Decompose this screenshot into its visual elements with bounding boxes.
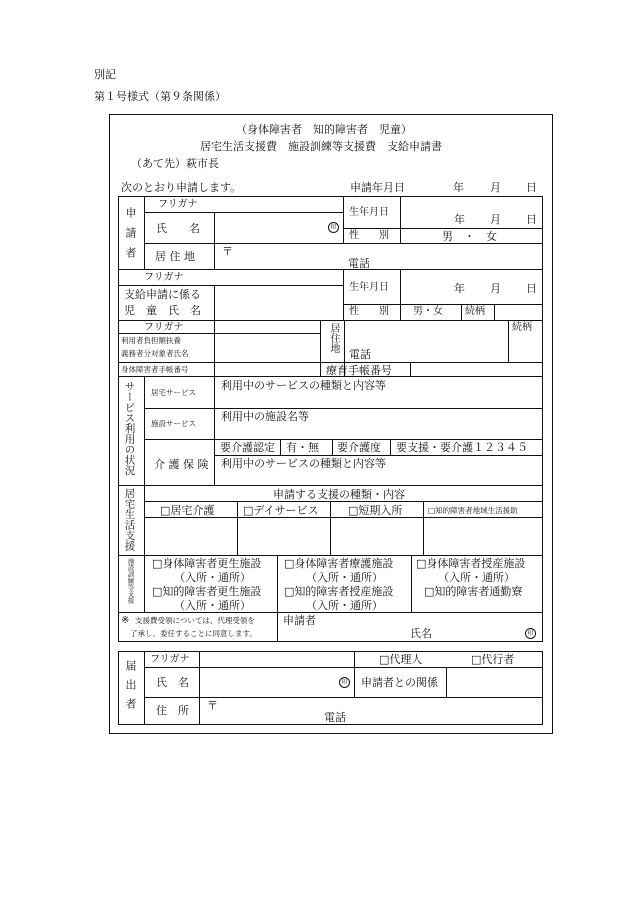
submitter-postal-mark: 〒: [207, 699, 218, 712]
facility-support-side-label: 施設訓練等支援: [126, 558, 135, 604]
option-intellectual-work[interactable]: □知的障害者授産施設: [284, 585, 394, 598]
applicant-birth-day: 日: [526, 213, 537, 226]
dependent-label-line1: 利用者負担額扶養: [121, 336, 181, 345]
applicant-address-label: 居 住 地: [155, 250, 195, 263]
applicant-postal-mark: 〒: [222, 245, 233, 258]
category-list: （身体障害者 知的障害者 児童）: [236, 123, 412, 136]
option-physical-work-sub[interactable]: （入所・通所）: [438, 571, 515, 584]
applicant-seal: 印: [328, 222, 339, 233]
option-home-care[interactable]: □居宅介護: [160, 504, 215, 517]
submitter-agent-option[interactable]: □代理人: [379, 653, 423, 666]
option-intellectual-rehab-sub[interactable]: （入所・通所）: [174, 599, 251, 612]
option-community-living[interactable]: □知的障害者地域生活援助: [428, 506, 518, 515]
form-title: 居宅生活支援費 施設訓練等支援費 支給申請書: [200, 140, 442, 153]
betsuki-label: 別記: [94, 68, 116, 81]
addressee: （あて先）萩市長: [131, 157, 219, 170]
proxy-note-mark: ※: [121, 615, 130, 626]
option-physical-work[interactable]: □身体障害者授産施設: [416, 557, 526, 570]
option-intellectual-rehab[interactable]: □知的障害者更生施設: [152, 585, 262, 598]
dependent-furigana-label: フリガナ: [144, 322, 184, 333]
facility-service-label: 施設サービス: [151, 419, 196, 428]
form-number: 第１号様式（第９条関係）: [94, 90, 226, 103]
submitter-phone-label: 電話: [324, 711, 346, 724]
care-level-label: 要介護度: [337, 441, 381, 454]
option-physical-nursing[interactable]: □身体障害者療護施設: [284, 557, 394, 570]
applicant-side-label: 申請者: [124, 207, 137, 267]
care-service-desc: 利用中のサービスの種類と内容等: [221, 457, 386, 470]
home-support-side-label: 居宅生活支援: [123, 488, 136, 551]
proxy-applicant-label: 申請者: [283, 614, 316, 627]
proxy-note-line2: 了承し、委任することに同意します。: [130, 629, 257, 638]
care-cert-value[interactable]: 有・無: [286, 441, 319, 454]
applicant-birth-month: 月: [490, 213, 501, 226]
proxy-note-line1: 支援費受領については、代理受領を: [135, 616, 255, 625]
applicant-phone-label: 電話: [348, 257, 370, 270]
child-birth-day: 日: [526, 282, 537, 295]
child-label-line2: 児 童 氏 名: [124, 304, 201, 317]
submitter-delegate-option[interactable]: □代行者: [471, 653, 515, 666]
child-birth-month: 月: [490, 282, 501, 295]
dependent-phone-label: 電話: [349, 348, 371, 361]
dependent-label-line2: 義務者分対象者氏名: [121, 349, 189, 358]
child-relation-label: 続柄: [465, 306, 485, 317]
proxy-name-label: 氏名: [410, 627, 432, 640]
option-short-stay[interactable]: □短期入所: [348, 504, 403, 517]
ryoiku-handbook-label: 療育手帳番号: [326, 364, 392, 377]
care-insurance-label: 介 護 保 険: [154, 458, 209, 471]
submitter-relation-label: 申請者との関係: [361, 676, 438, 689]
option-intellectual-work-sub[interactable]: （入所・通所）: [306, 599, 383, 612]
option-commuting-dorm[interactable]: □知的障害者通勤寮: [424, 585, 523, 598]
home-service-label: 居宅サービス: [151, 388, 196, 397]
submitter-seal: 印: [339, 677, 350, 688]
physical-handbook-label: 身体障害者手帳番号: [121, 365, 189, 374]
dependent-relation-label: 続柄: [512, 322, 532, 333]
child-label-line1: 支給申請に係る: [124, 288, 201, 301]
applicant-furigana-label: フリガナ: [158, 199, 198, 210]
facility-service-desc: 利用中の施設名等: [221, 410, 309, 423]
service-side-label: サービス利用の状況: [123, 381, 136, 476]
date-month: 月: [490, 181, 501, 194]
child-sex-options[interactable]: 男・女: [413, 306, 443, 317]
application-date-label: 申請年月日: [350, 181, 405, 194]
intro-text: 次のとおり申請します。: [121, 181, 242, 194]
submitter-name-label: 氏 名: [156, 676, 189, 689]
applicant-birth-year: 年: [454, 213, 465, 226]
submitter-furigana-label: フリガナ: [150, 654, 190, 665]
applicant-name-label: 氏 名: [156, 222, 200, 235]
child-furigana-label: フリガナ: [144, 272, 184, 283]
option-physical-rehab-sub[interactable]: （入所・通所）: [174, 571, 251, 584]
care-cert-label: 要介護認定: [220, 441, 275, 454]
dependent-residence-label: 居住地: [328, 323, 339, 353]
option-physical-nursing-sub[interactable]: （入所・通所）: [306, 571, 383, 584]
child-birth-year: 年: [454, 282, 465, 295]
care-level-value[interactable]: 要支援・要介護１２３４５: [396, 441, 528, 454]
date-year: 年: [453, 181, 464, 194]
date-day: 日: [526, 181, 537, 194]
applicant-sex-label: 性 別: [349, 230, 389, 241]
option-physical-rehab[interactable]: □身体障害者更生施設: [152, 557, 262, 570]
applicant-sex-options[interactable]: 男 ・ 女: [442, 230, 497, 243]
home-service-desc: 利用中のサービスの種類と内容等: [221, 379, 386, 392]
child-sex-label: 性 別: [349, 306, 389, 317]
option-day-service[interactable]: □デイサービス: [243, 504, 319, 517]
home-support-header: 申請する支援の種類・内容: [273, 488, 405, 501]
child-birth-label: 生年月日: [349, 282, 389, 293]
submitter-side-label: 届出者: [124, 660, 137, 717]
submitter-address-label: 住 所: [156, 704, 189, 717]
proxy-seal: 印: [525, 628, 536, 639]
applicant-birth-label: 生年月日: [349, 207, 389, 218]
